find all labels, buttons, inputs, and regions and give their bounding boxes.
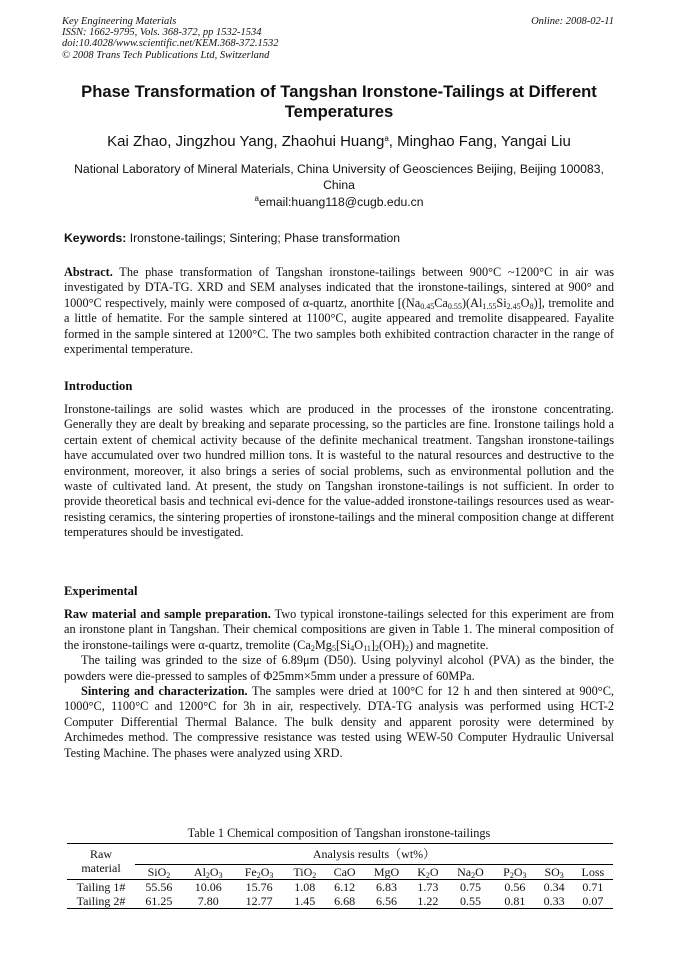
table-column-header: SiO$_2$ xyxy=(135,865,183,880)
table-cell: 61.25 xyxy=(135,894,183,909)
introduction-paragraph: Ironstone-tailings are solid wastes which are produced in the processes of the ironstone concentrating. Generally they are dealt by breaking and separate processing, so the particles are fine. Ironstone tailings hold a certain extent of chemical activity because of the definite mechanical treatment. Tangshan ironstone-tailings have accumulated over two hundred million tons. It is wasteful to the natural resources and destructive to the environment, moreover, it also brings a series of social problems, such as environmental pollution and the waste of cultivated land. At present, the study on Tangshan ironstone-tailings is not sufficient. In order to provide theoretical basis and technical evi-dence for the value-added ironstone-tailings resources used as wear-resisting ceramics, the sintering properties of ironstone-tailings and the mineral composition change at different temperatures should be investigated. xyxy=(64,402,614,540)
journal-name: Key Engineering Materials xyxy=(62,16,177,27)
raw-material-label: Raw material and sample preparation. xyxy=(64,607,271,621)
table-column-header: Loss xyxy=(573,865,613,880)
table-cell: 6.68 xyxy=(325,894,364,909)
abstract-text-1: The phase transformation of Tangshan ironstone-tailings between 900°C ~1200°C in air was investigated by DTA-TG. XRD and SEM analyses indicated that the ironstone-tailings, sintered at 900° and 1000°C respectively, mainly were composed of α-quartz, anorthite [(Na xyxy=(64,265,614,310)
table-row-label: Tailing 1# xyxy=(67,880,135,895)
table-cell: 0.81 xyxy=(494,894,535,909)
table-cell: 0.56 xyxy=(504,880,526,894)
online-date: Online: 2008-02-11 xyxy=(531,16,614,27)
table-cell: 0.07 xyxy=(573,894,613,909)
abstract-formula: O xyxy=(520,295,530,310)
table-cell: 0.75 xyxy=(459,880,481,894)
abstract-text-2: )], tremolite and a little of hematite. For the sample sintered at 1100°C, augite appeared and tremolite disappeared. Fayalite formed in the sample sintered at 1200°C. The two samples both exhibited contraction character in the range of experimental temperature. xyxy=(64,295,614,357)
introduction-text xyxy=(64,402,614,541)
issn-line: ISSN: 1662-9795, Vols. 368-372, pp 1532-1534 xyxy=(62,27,262,39)
table-cell: 0.55 xyxy=(447,894,494,909)
table-column-header: MgO xyxy=(364,865,409,880)
formula-sub: 2 xyxy=(404,643,409,653)
table-cell: 15.76 xyxy=(245,880,273,894)
abstract-formula: Si xyxy=(496,295,507,310)
raw-material-text-2: ) and magnetite. xyxy=(408,637,489,652)
abstract-label: Abstract. xyxy=(64,265,113,279)
journal-header xyxy=(62,16,279,61)
table-cell: 7.80 xyxy=(183,894,234,909)
table-column-header: $P_2O_3$ xyxy=(494,865,535,880)
abstract-sub: 8 xyxy=(529,301,534,311)
preparation-paragraph: The tailing was grinded to the size of 6.89μm (D50). Using polyvinyl alcohol (PVA) as the binder, the powders were die-pressed to samples of Φ25mm×5mm under a pressure of 60MPa. xyxy=(64,653,614,683)
abstract xyxy=(64,265,614,357)
table-row xyxy=(67,880,613,895)
table-column-header: $Fe_2O_3$ xyxy=(234,865,285,880)
email-line xyxy=(60,195,618,209)
formula-sub: 11 xyxy=(363,643,371,653)
table-header-raw-material xyxy=(67,844,135,880)
table-column-header: $K_2O$ xyxy=(409,865,447,880)
formula-sub: 2 xyxy=(375,643,379,653)
table-cell: 6.83 xyxy=(376,880,398,894)
formula-part: ] xyxy=(370,637,375,652)
table-row-label: Tailing 2# xyxy=(67,894,135,909)
abstract-sub: 2.45 xyxy=(506,301,521,311)
table-cell: 1.73 xyxy=(417,880,439,894)
table-cell: 0.34 xyxy=(543,880,565,894)
sintering-text: The samples were dried at 100°C for 12 h and then sintered at 900°C, 1000°C, 1100°C and 1200°C for 3h in air, respectively. DTA-TG analysis was performed using HCT-2 Computer Differential Thermal Balance. The bulk density and apparent porosity were determined by Archimedes method. The compressive resistance was tested using WEW-50 Computer Hydraulic Universal Testing Machine. The phases were analyzed using XRD. xyxy=(64,684,614,760)
table-cell: 6.56 xyxy=(364,894,409,909)
raw-label-1: Raw xyxy=(90,847,112,861)
formula-sub: 5 xyxy=(331,643,336,653)
table-cell: 0.71 xyxy=(582,880,604,894)
abstract-sub: 1.55 xyxy=(482,301,497,311)
table-column-header: $SO_3$ xyxy=(536,865,573,880)
keywords-label: Keywords: xyxy=(64,231,127,245)
formula-sub: 2 xyxy=(310,643,315,653)
table-header-analysis-results: Analysis results（wt%） xyxy=(135,844,613,865)
abstract-sub: 0.45 xyxy=(420,301,435,311)
raw-material-text-1: Two typical ironstone-tailings selected for this experiment are from an ironstone plant in Tangshan. Their chemical compositions are given in Table 1. The mineral composition of the ironstone-tailings were α-quartz, tremolite (Ca xyxy=(64,607,614,652)
formula-part: [Si xyxy=(335,637,351,652)
email-address: email:huang118@cugb.edu.cn xyxy=(258,195,424,209)
table-cell: 1.08 xyxy=(294,880,316,894)
keywords-text: Ironstone-tailings; Sintering; Phase transformation xyxy=(126,231,400,245)
table-cell: 1.45 xyxy=(284,894,325,909)
table-cell: 12.77 xyxy=(234,894,285,909)
table-column-header: TiO$_2$ xyxy=(284,865,325,880)
affiliation: National Laboratory of Mineral Materials, China University of Geosciences Beijing, Beijing 100083, China xyxy=(74,162,604,192)
sintering-label: Sintering and characterization. xyxy=(81,684,248,699)
section-heading-experimental: Experimental xyxy=(64,584,138,598)
table-cell: 55.56 xyxy=(145,880,173,894)
formula-sub: 4 xyxy=(350,643,355,653)
table-column-header: $Al_2O_3$ xyxy=(183,865,234,880)
composition-table xyxy=(67,843,613,909)
table-cell: 1.22 xyxy=(409,894,447,909)
doi-line: doi:10.4028/www.scientific.net/KEM.368-372.1532 xyxy=(62,38,279,50)
formula-part: O xyxy=(354,637,364,652)
table-column-headers xyxy=(67,865,613,880)
table-column-header: CaO xyxy=(325,865,364,880)
author-list xyxy=(40,133,638,150)
table-caption: Table 1 Chemical composition of Tangshan ironstone-tailings xyxy=(187,826,491,840)
keywords-line xyxy=(64,231,400,245)
table-row xyxy=(67,894,613,909)
table-column-header: $Na_2O$ xyxy=(447,865,494,880)
formula-part: Mg xyxy=(314,637,332,652)
table-cell: 0.33 xyxy=(536,894,573,909)
abstract-formula: )(Al xyxy=(461,295,483,310)
table-cell: 10.06 xyxy=(194,880,222,894)
paper-title: Phase Transformation of Tangshan Ironstone-Tailings at Different Temperatures xyxy=(81,82,597,121)
section-heading-introduction: Introduction xyxy=(64,379,133,393)
abstract-formula: Ca xyxy=(434,295,448,310)
table-cell: 6.12 xyxy=(334,880,356,894)
author-sup: a xyxy=(384,134,389,143)
email-sup: a xyxy=(254,194,259,203)
abstract-sub: 0.55 xyxy=(447,301,462,311)
authors-text-2: , Minghao Fang, Yangai Liu xyxy=(388,133,571,150)
formula-part: (OH) xyxy=(379,637,405,652)
experimental-text xyxy=(64,607,614,761)
authors-text-1: Kai Zhao, Jingzhou Yang, Zhaohui Huang xyxy=(107,133,385,150)
copyright-line: © 2008 Trans Tech Publications Ltd, Switzerland xyxy=(62,49,270,61)
raw-label-2: material xyxy=(81,861,121,875)
